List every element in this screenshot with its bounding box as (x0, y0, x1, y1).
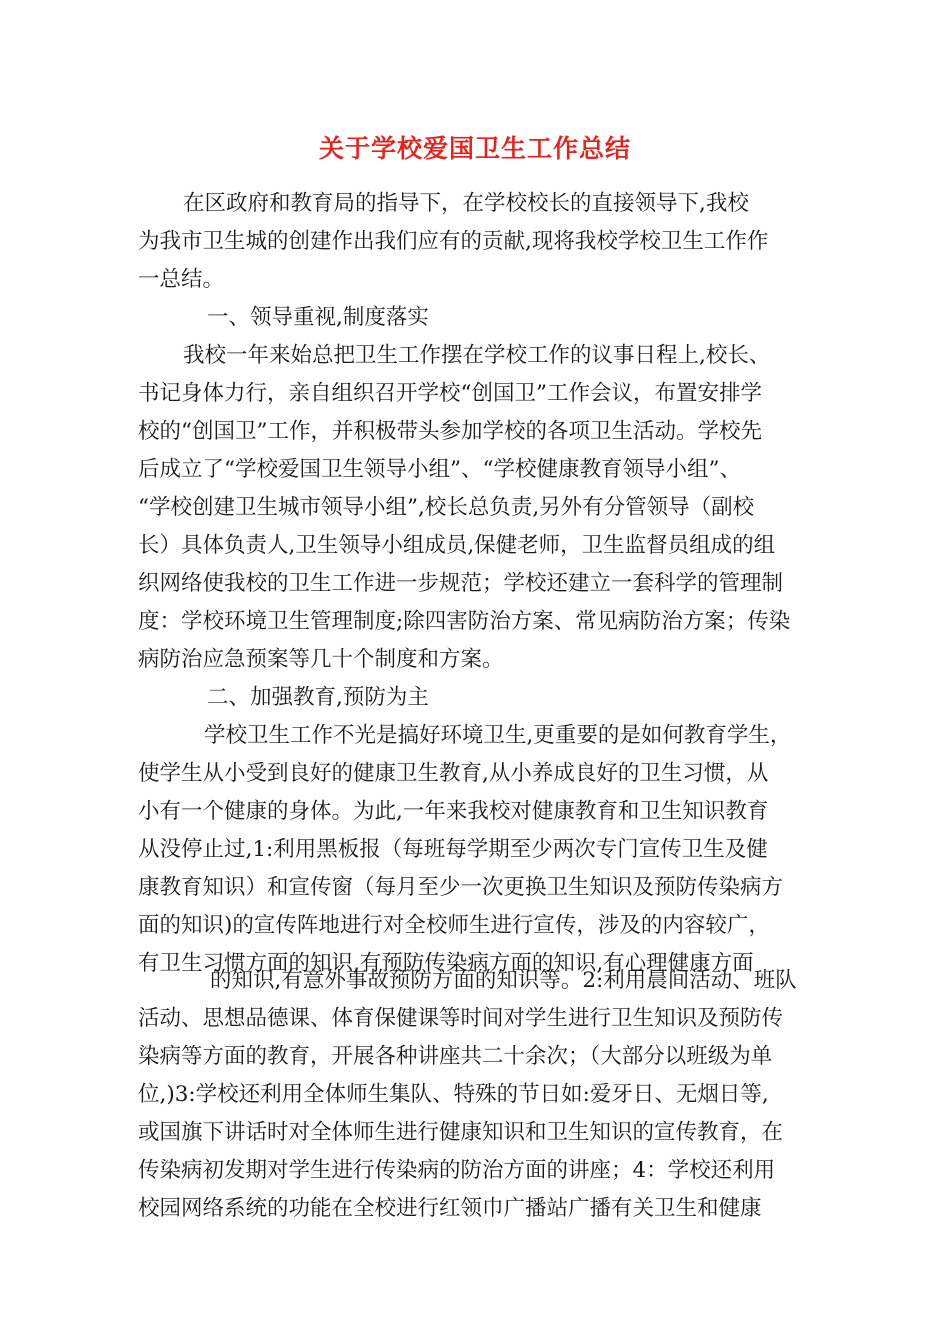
paragraph-line: 有卫生习惯方面的知识,有预防传染病方面的知识,有心理健康方面 (138, 951, 754, 976)
section-heading: 二、加强教育,预防为主 (207, 685, 429, 710)
paragraph-line: 后成立了“学校爱国卫生领导小组”、“学校健康教育领导小组”、 (138, 457, 741, 482)
paragraph-line: 的知识,有意外事故预防方面的知识等。2:利用晨间活动、班队 (210, 968, 797, 993)
paragraph-line: 一总结。 (138, 267, 225, 292)
paragraph-line: “学校创建卫生城市领导小组”,校长总负责,另外有分管领导（副校 (138, 495, 755, 520)
paragraph-line: 在区政府和教育局的指导下，在学校校长的直接领导下,我校 (183, 191, 749, 216)
paragraph-line: 病防治应急预案等几十个制度和方案。 (138, 647, 504, 672)
paragraph-line: 传染病初发期对学生进行传染病的防治方面的讲座；4：学校还利用 (138, 1158, 776, 1183)
paragraph-line: 校园网络系统的功能在全校进行红领巾广播站广播有关卫生和健康 (138, 1196, 762, 1221)
paragraph-line: 书记身体力行，亲自组织召开学校“创国卫”工作会议，布置安排学 (138, 381, 762, 406)
paragraph-line: 小有一个健康的身体。为此,一年来我校对健康教育和卫生知识教育 (138, 799, 769, 824)
paragraph-line: 使学生从小受到良好的健康卫生教育,从小养成良好的卫生习惯，从 (138, 761, 769, 786)
document-body (138, 185, 818, 983)
paragraph-line: 从没停止过,1:利用黑板报（每班每学期至少两次专门宣传卫生及健 (138, 837, 768, 862)
section-heading: 一、领导重视,制度落实 (207, 305, 429, 330)
paragraph-line: 学校卫生工作不光是搞好环境卫生,更重要的是如何教育学生， (204, 723, 792, 748)
paragraph-line: 我校一年来始总把卫生工作摆在学校工作的议事日程上,校长、 (183, 343, 771, 368)
paragraph-line: 为我市卫生城的创建作出我们应有的贡献,现将我校学校卫生工作作 (138, 229, 769, 254)
paragraph-line: 活动、思想品德课、体育保健课等时间对学生进行卫生知识及预防传 (138, 1006, 784, 1031)
paragraph-line: 染病等方面的教育，开展各种讲座共二十余次；（大部分以班级为单 (138, 1044, 773, 1069)
paragraph-line: 或国旗下讲话时对全体师生进行健康知识和卫生知识的宣传教育，在 (138, 1120, 784, 1145)
paragraph-line: 位,)3:学校还利用全体师生集队、特殊的节日如:爱牙日、无烟日等, (138, 1082, 769, 1107)
document-body-continued (138, 962, 818, 1228)
paragraph-line: 织网络使我校的卫生工作进一步规范；学校还建立一套科学的管理制 (138, 571, 784, 596)
paragraph-line: 康教育知识）和宣传窗（每月至少一次更换卫生知识及预防传染病方 (138, 875, 784, 900)
paragraph-line: 度：学校环境卫生管理制度;除四害防治方案、常见病防治方案；传染 (138, 609, 791, 634)
document-title: 关于学校爱国卫生工作总结 (318, 134, 631, 163)
paragraph-line: 面的知识)的宣传阵地进行对全校师生进行宣传，涉及的内容较广， (138, 913, 770, 938)
paragraph-line: 校的“创国卫”工作，并积极带头参加学校的各项卫生活动。学校先 (138, 419, 762, 444)
paragraph-line: 长）具体负责人,卫生领导小组成员,保健老师，卫生监督员组成的组 (138, 533, 776, 558)
